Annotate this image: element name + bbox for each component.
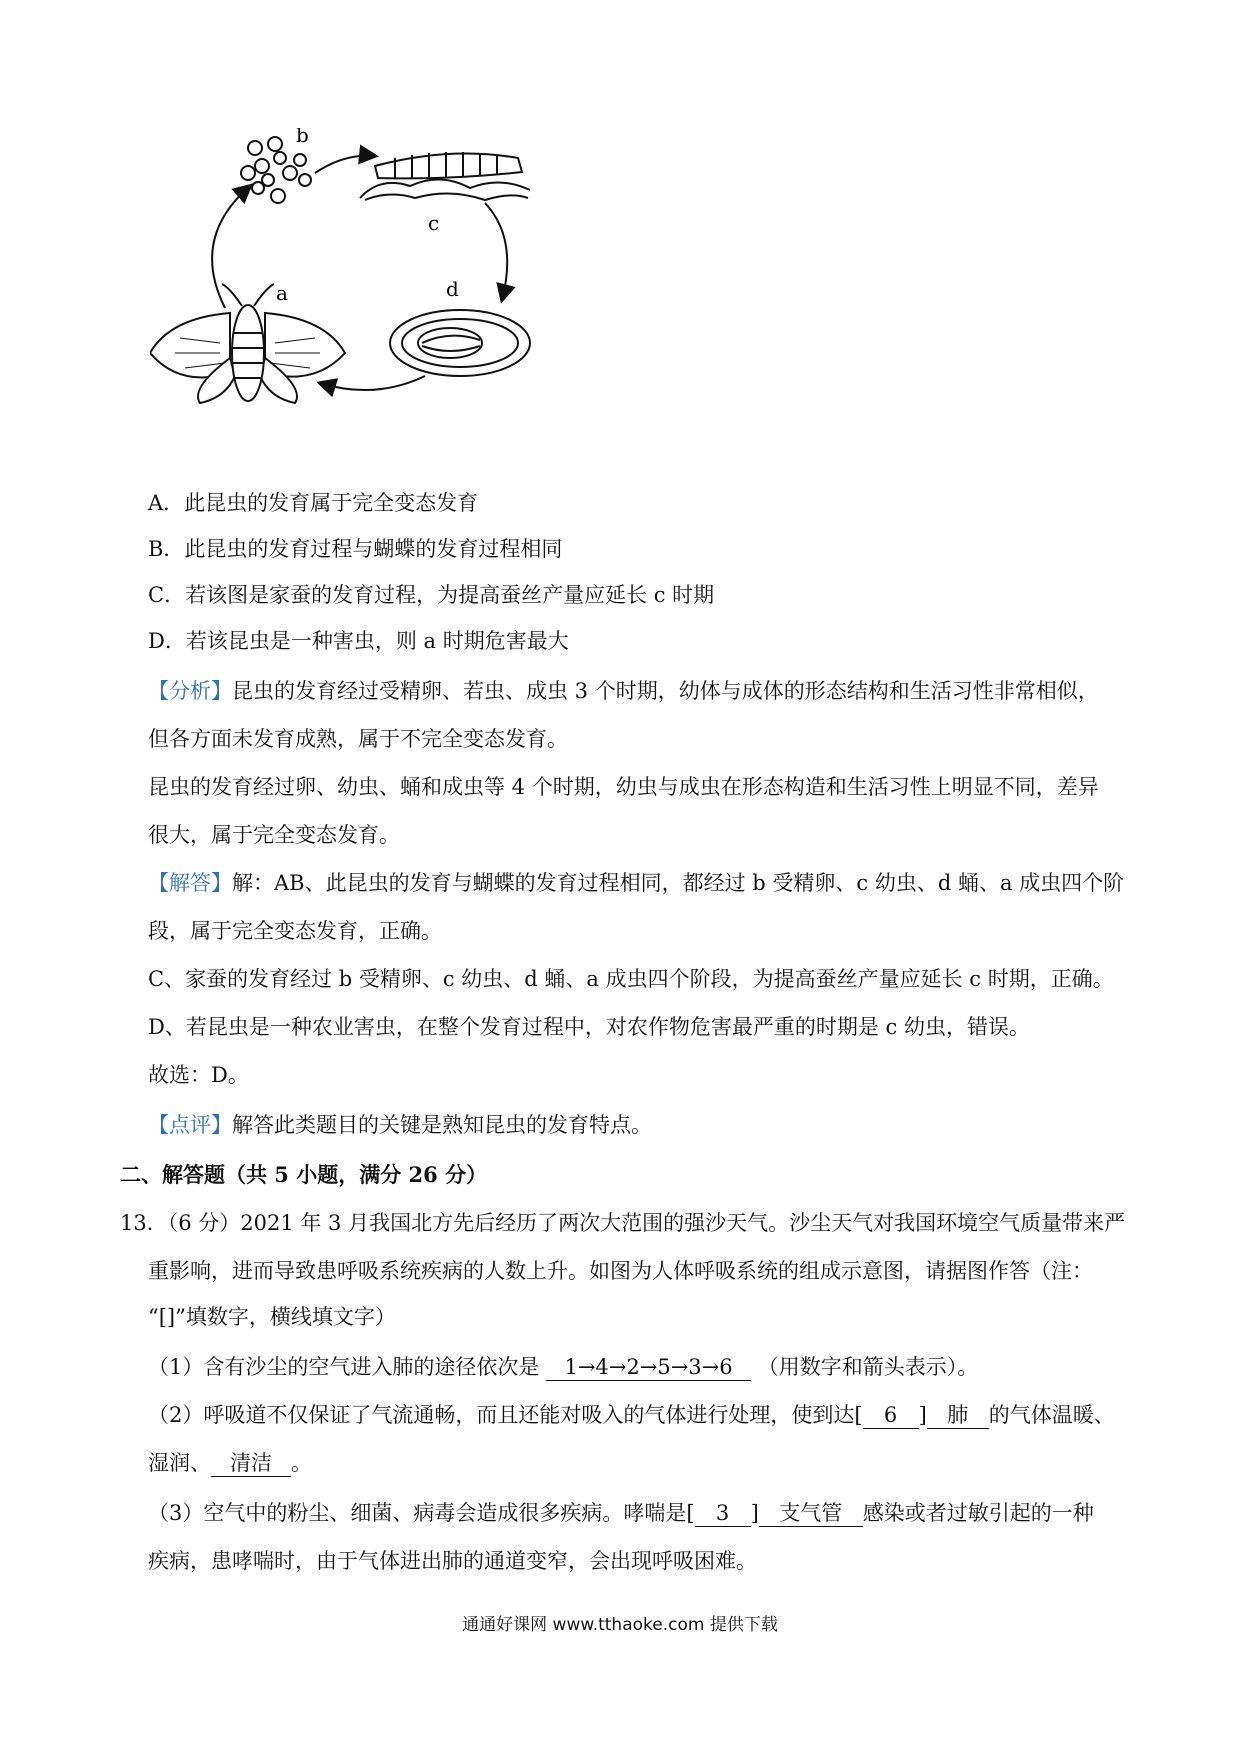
q13-part-2: （2）呼吸道不仅保证了气流通畅，而且还能对吸入的气体进行处理，使到达[ 6 ] 肺 的气体温暖、	[148, 1403, 1115, 1427]
arrow-c-to-d	[485, 203, 507, 300]
arrow-d-to-a	[320, 376, 425, 390]
answer-line-4: D、若昆虫是一种农业害虫，在整个发育过程中，对农作物危害最严重的时期是 c 幼虫，错误。	[148, 1015, 1030, 1039]
answer-line-5: 故选：D。	[148, 1063, 249, 1087]
option-d: D．若该昆虫是一种害虫，则 a 时期危害最大	[148, 629, 569, 653]
answer-line-2: 段，属于完全变态发育，正确。	[148, 919, 442, 943]
option-b: B．此昆虫的发育过程与蝴蝶的发育过程相同	[148, 537, 563, 561]
analysis-line-3: 昆虫的发育经过卵、幼虫、蛹和成虫等 4 个时期，幼虫与成虫在形态构造和生活习性上明显不同，差异	[148, 775, 1099, 799]
q13-part-3b: 疾病，患哮喘时，由于气体进出肺的通道变窄，会出现呼吸困难。	[148, 1549, 757, 1573]
answer-line-1: 【解答】解：AB、此昆虫的发育与蝴蝶的发育过程相同，都经过 b 受精卵、c 幼虫、d 蛹、a 成虫四个阶	[148, 871, 1125, 895]
moth-drawing	[150, 284, 345, 403]
larva-drawing	[360, 152, 530, 200]
q13-part-1-answer: 1→4→2→5→3→6	[546, 1354, 751, 1381]
q13-part-2-answer: 清洁	[211, 1450, 291, 1477]
analysis-tag: 【分析】	[148, 679, 232, 703]
arrow-b-to-c	[315, 156, 375, 173]
answer-tag: 【解答】	[148, 871, 232, 895]
answer-line-3: C、家蚕的发育经过 b 受精卵、c 幼虫、d 蛹、a 成虫四个阶段，为提高蚕丝产量应延长 c 时期，正确。	[148, 967, 1114, 991]
pupa-drawing	[390, 310, 530, 376]
analysis-line-2: 但各方面未发育成熟，属于不完全变态发育。	[148, 727, 568, 751]
q13-part-1: （1）含有沙尘的空气进入肺的途径依次是 1→4→2→5→3→6 （用数字和箭头表示）。	[148, 1355, 979, 1379]
q13-line-2: 重影响，进而导致患呼吸系统疾病的人数上升。如图为人体呼吸系统的组成示意图，请据图作答（注：	[148, 1259, 1093, 1283]
arrow-a-to-b	[212, 186, 250, 308]
q13-part-2-number: 6	[863, 1402, 919, 1429]
comment-tag: 【点评】	[148, 1113, 232, 1137]
label-b: b	[296, 128, 309, 147]
analysis-line-4: 很大，属于完全变态发育。	[148, 823, 400, 847]
q13-part-3-organ: 支气管	[759, 1500, 863, 1527]
label-d: d	[446, 277, 459, 301]
section-title: 二、解答题（共 5 小题，满分 26 分）	[120, 1162, 488, 1187]
q13-line-3: “[]”填数字，横线填文字）	[148, 1305, 396, 1329]
option-c: C．若该图是家蚕的发育过程，为提高蚕丝产量应延长 c 时期	[148, 583, 715, 607]
comment-line: 【点评】解答此类题目的关键是熟知昆虫的发育特点。	[148, 1113, 652, 1137]
q13-part-3-number: 3	[695, 1500, 751, 1527]
q13-part-3: （3）空气中的粉尘、细菌、病毒会造成很多疾病。哮喘是[ 3 ] 支气管 感染或者过敏引起的一种	[148, 1501, 1094, 1525]
analysis-line-1: 【分析】昆虫的发育经过受精卵、若虫、成虫 3 个时期，幼体与成体的形态结构和生活习性非常相似，	[148, 679, 1099, 703]
label-a: a	[276, 281, 288, 305]
q13-line-1: 13．（6 分）2021 年 3 月我国北方先后经历了两次大范围的强沙天气。沙尘天气对我国环境空气质量带来严	[120, 1211, 1126, 1235]
q13-part-2b: 湿润、 清洁 。	[148, 1451, 312, 1475]
insect-life-cycle-figure	[150, 128, 600, 458]
footer: 通通好课网 www.tthaoke.com 提供下载	[462, 1615, 778, 1635]
q13-part-2-organ: 肺	[927, 1402, 989, 1429]
label-c: c	[428, 211, 440, 235]
option-a: A．此昆虫的发育属于完全变态发育	[148, 491, 479, 515]
